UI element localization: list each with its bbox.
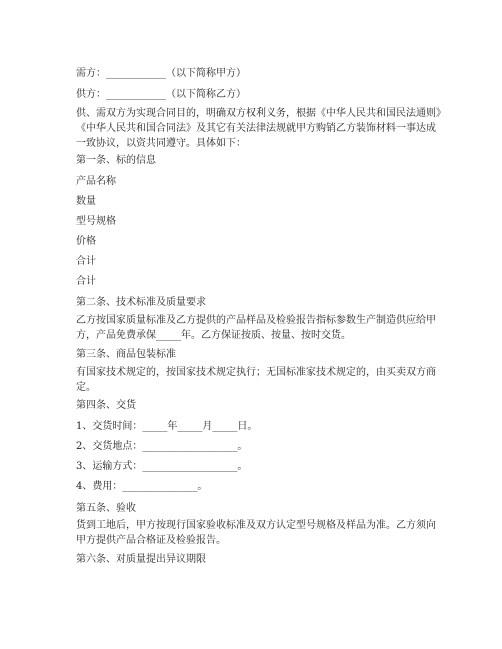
- article1-title: 第一条、标的信息: [76, 155, 156, 166]
- seller-line: 供方：____________（以下简称乙方）: [76, 89, 246, 100]
- intro-paragraph: [76, 106, 446, 151]
- article5-paragraph: [76, 518, 436, 548]
- article1-item: 合计: [76, 276, 96, 287]
- buyer-line: 需方：____________（以下简称甲方）: [76, 68, 246, 79]
- article4-item: 3、运输方式：___________________。: [76, 461, 248, 472]
- intro-line: 《中华人民共和国合同法》及其它有关法律法规就甲方购销乙方装饰材料一事达成: [76, 123, 436, 134]
- article3-paragraph: [76, 365, 436, 395]
- article1-item: 产品名称: [76, 176, 116, 187]
- article4-title: 第四条、交货: [76, 400, 136, 411]
- article4-item: 2、交货地点：___________________。: [76, 441, 248, 452]
- article3-line: 定。: [76, 382, 96, 393]
- article3-line: 有国家技术规定的，按国家技术规定执行；无国标准家技术规定的，由买卖双方商: [76, 367, 436, 378]
- article1-item: 数量: [76, 196, 96, 207]
- article5-title: 第五条、验收: [76, 503, 136, 514]
- intro-line: 一致协议，以资共同遵守。具体如下：: [76, 138, 246, 149]
- article3-title: 第三条、商品包装标准: [76, 349, 176, 360]
- article5-line: 甲方提供产品合格证及检验报告。: [76, 535, 226, 546]
- article1-item: 价格: [76, 236, 96, 247]
- article2-line: 乙方按国家质量标准及乙方提供的产品样品及检验报告指标参数生产制造供应给甲: [76, 315, 436, 326]
- intro-line: 供、需双方为实现合同目的，明确双方权利义务，根据《中华人民共和国民法通则》: [76, 108, 446, 119]
- article2-title: 第二条、技术标准及质量要求: [76, 297, 206, 308]
- article5-line: 货到工地后，甲方按现行国家验收标准及双方认定型号规格及样品为准。乙方须向: [76, 520, 436, 531]
- article1-item: 合计: [76, 256, 96, 267]
- article2-paragraph: [76, 313, 436, 343]
- article6-title: 第六条、对质量提出异议期限: [76, 554, 206, 565]
- article2-line: 方，产品免费承保_____年。乙方保证按质、按量、按时交货。: [76, 330, 351, 341]
- article1-item: 型号规格: [76, 216, 116, 227]
- article4-item: 4、费用：_______________。: [76, 481, 208, 492]
- article4-item: 1、交货时间：_____年_____月_____日。: [76, 421, 258, 432]
